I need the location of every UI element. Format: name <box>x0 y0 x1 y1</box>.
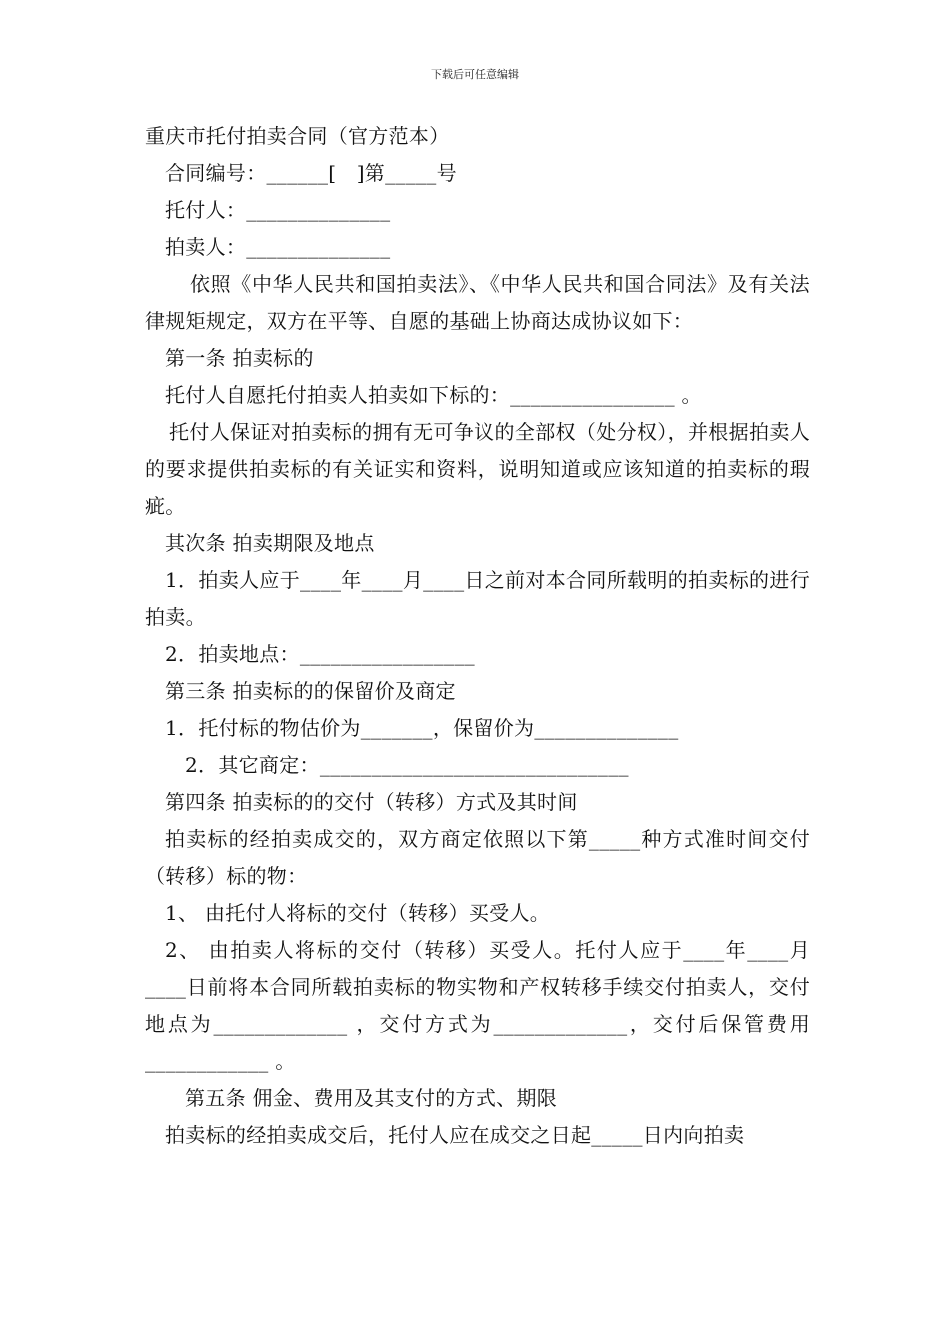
consignor-line: 托付人：______________ <box>165 198 391 222</box>
article-5-clause-1: 拍卖标的经拍卖成交后，托付人应在成交之日起_____日内向拍卖 <box>165 1123 745 1147</box>
article-1-clause-2 <box>145 414 810 525</box>
page-header: 下载后可任意编辑 <box>431 68 519 81</box>
article-2-clause-2: 2．拍卖地点：_________________ <box>165 642 475 666</box>
article-1-clause-1: 托付人自愿托付拍卖人拍卖如下标的：________________ 。 <box>165 383 702 407</box>
article-3-clause-2: 2．其它商定：______________________________ <box>185 753 629 777</box>
contract-title: 重庆市托付拍卖合同（官方范本） <box>145 124 450 148</box>
article-2-clause-1 <box>145 562 810 636</box>
article-1-clause-2-text: 托付人保证对拍卖标的拥有无可争议的全部权（处分权），并根据拍卖人的要求提供拍卖标的有关证实和资料，说明知道或应该知道的拍卖标的瑕疵。 <box>145 420 810 518</box>
auctioneer-line: 拍卖人：______________ <box>165 235 391 259</box>
preamble-paragraph <box>145 266 810 340</box>
article-2-heading: 其次条 拍卖期限及地点 <box>165 531 375 555</box>
preamble-text: 依照《中华人民共和国拍卖法》、《中华人民共和国合同法》及有关法律规矩规定，双方在平等、自愿的基础上协商达成协议如下： <box>145 272 810 333</box>
contract-body <box>145 118 810 1154</box>
article-3-clause-1: 1．托付标的物估价为_______，保留价为______________ <box>165 716 679 740</box>
article-4-clause-intro-text: 拍卖标的经拍卖成交的，双方商定依照以下第_____种方式准时间交付（转移）标的物： <box>145 827 810 888</box>
article-4-heading: 第四条 拍卖标的的交付（转移）方式及其时间 <box>165 790 578 814</box>
article-2-clause-1-text: 1．拍卖人应于____年____月____日之前对本合同所载明的拍卖标的进行拍卖。 <box>145 568 810 629</box>
article-4-option-2-text: 2、 由拍卖人将标的交付（转移）买受人。托付人应于____年____月____日前将本合同所载拍卖标的物实物和产权转移手续交付拍卖人，交付地点为_____________ ，交付方式为_____________，交付后保管费用____________ 。 <box>145 938 810 1073</box>
article-3-heading: 第三条 拍卖标的的保留价及商定 <box>165 679 456 703</box>
article-4-option-1: 1、 由托付人将标的交付（转移）买受人。 <box>165 901 551 925</box>
article-5-heading: 第五条 佣金、费用及其支付的方式、期限 <box>185 1086 558 1110</box>
contract-number-line: 合同编号：______[ ]第_____号 <box>165 161 457 185</box>
article-4-clause-intro <box>145 821 810 895</box>
article-1-heading: 第一条 拍卖标的 <box>165 346 314 370</box>
article-4-option-2 <box>145 932 810 1080</box>
